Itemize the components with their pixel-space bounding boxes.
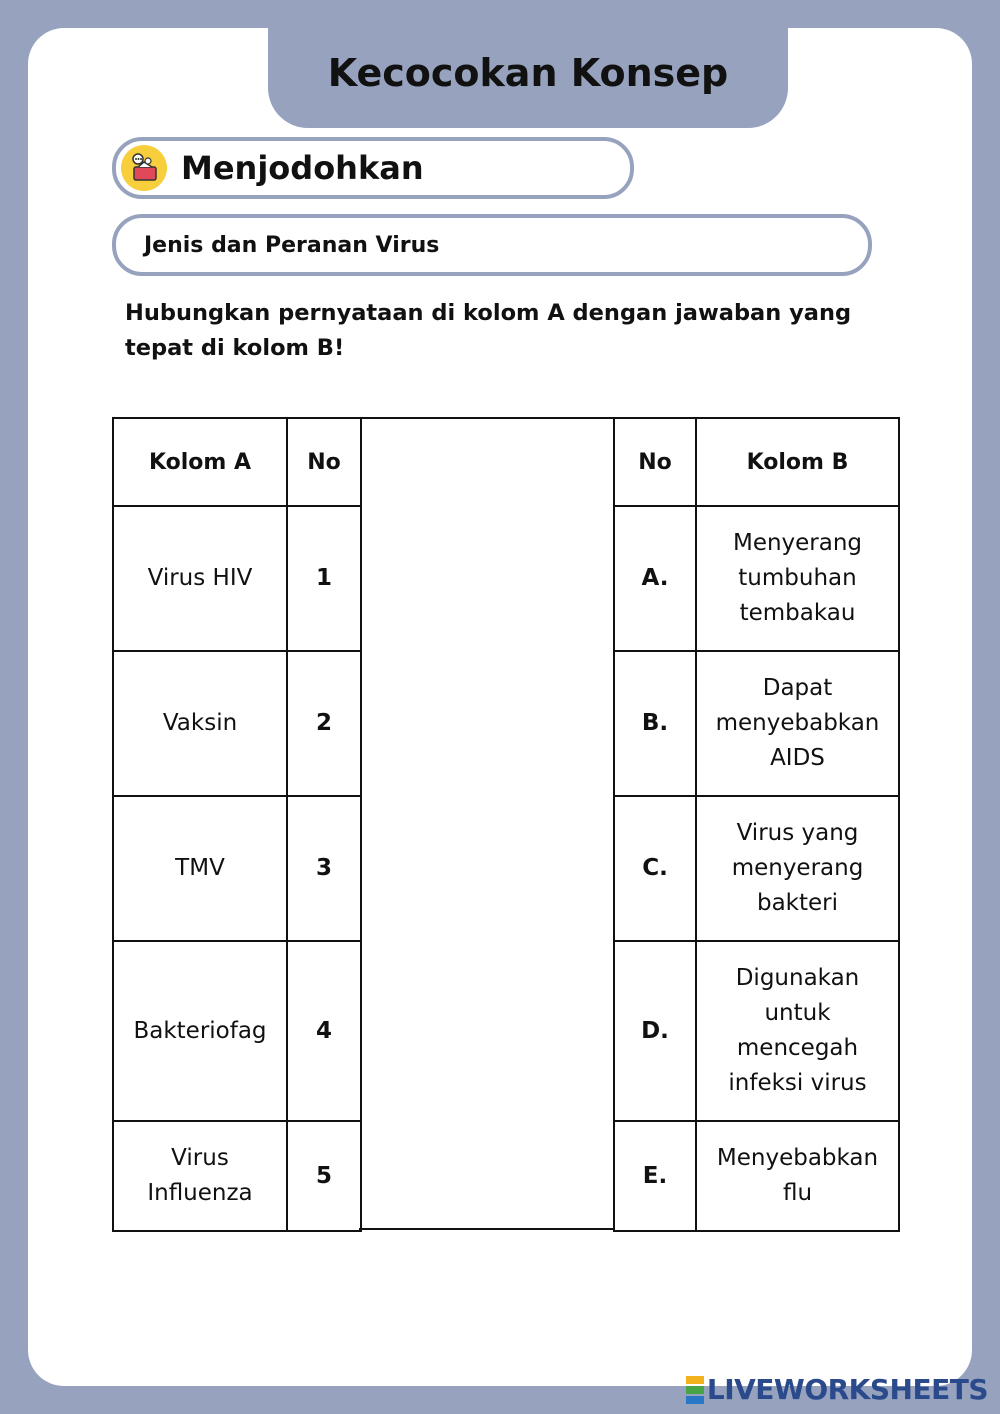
table-row: [113, 506, 361, 651]
table-row: [614, 506, 899, 651]
table-row: [614, 651, 899, 796]
table-row: [614, 796, 899, 941]
section-label: Menjodohkan: [181, 149, 424, 187]
matching-gap-area[interactable]: [359, 417, 613, 1230]
page-title: Kecocokan Konsep: [327, 51, 729, 95]
column-b-letter[interactable]: D.: [614, 941, 696, 1121]
column-a-number[interactable]: 2: [287, 651, 361, 796]
column-b-letter[interactable]: B.: [614, 651, 696, 796]
column-b-item: Menyebabkan flu: [696, 1121, 899, 1231]
table-row: [113, 796, 361, 941]
column-a-number[interactable]: 4: [287, 941, 361, 1121]
table-row: [113, 941, 361, 1121]
table-row: [614, 941, 899, 1121]
section-pill: [112, 137, 634, 199]
liveworksheets-logo-icon: [686, 1375, 704, 1405]
brand-text: LIVEWORKSHEETS: [706, 1373, 988, 1406]
column-a-header: Kolom A: [113, 418, 287, 506]
column-a-number[interactable]: 1: [287, 506, 361, 651]
column-a-no-header: No: [287, 418, 361, 506]
column-b-item: Digunakan untuk mencegah infeksi virus: [696, 941, 899, 1121]
column-b-no-header: No: [614, 418, 696, 506]
column-b-letter[interactable]: C.: [614, 796, 696, 941]
column-a-item: TMV: [113, 796, 287, 941]
table-row: [113, 1121, 361, 1231]
topic-pill: [112, 214, 872, 276]
column-a-number[interactable]: 5: [287, 1121, 361, 1231]
column-a-table: [112, 417, 362, 1232]
column-a-item: Virus Influenza: [113, 1121, 287, 1231]
column-a-item: Bakteriofag: [113, 941, 287, 1121]
liveworksheets-brand: [686, 1373, 988, 1406]
table-row: [614, 1121, 899, 1231]
reading-person-icon: [121, 145, 167, 191]
topic-label: Jenis dan Peranan Virus: [144, 232, 440, 258]
column-a-item: Virus HIV: [113, 506, 287, 651]
column-b-header-row: [614, 418, 899, 506]
column-b-letter[interactable]: A.: [614, 506, 696, 651]
column-a-header-row: [113, 418, 361, 506]
table-row: [113, 651, 361, 796]
column-b-item: Virus yang menyerang bakteri: [696, 796, 899, 941]
column-a-item: Vaksin: [113, 651, 287, 796]
title-tab: [268, 28, 788, 128]
column-a-number[interactable]: 3: [287, 796, 361, 941]
column-b-table: [613, 417, 900, 1232]
instruction-text: Hubungkan pernyataan di kolom A dengan jawaban yang tepat di kolom B!: [125, 300, 852, 361]
column-b-letter[interactable]: E.: [614, 1121, 696, 1231]
column-b-item: Menyerang tumbuhan tembakau: [696, 506, 899, 651]
column-b-header: Kolom B: [696, 418, 899, 506]
column-b-item: Dapat menyebabkan AIDS: [696, 651, 899, 796]
